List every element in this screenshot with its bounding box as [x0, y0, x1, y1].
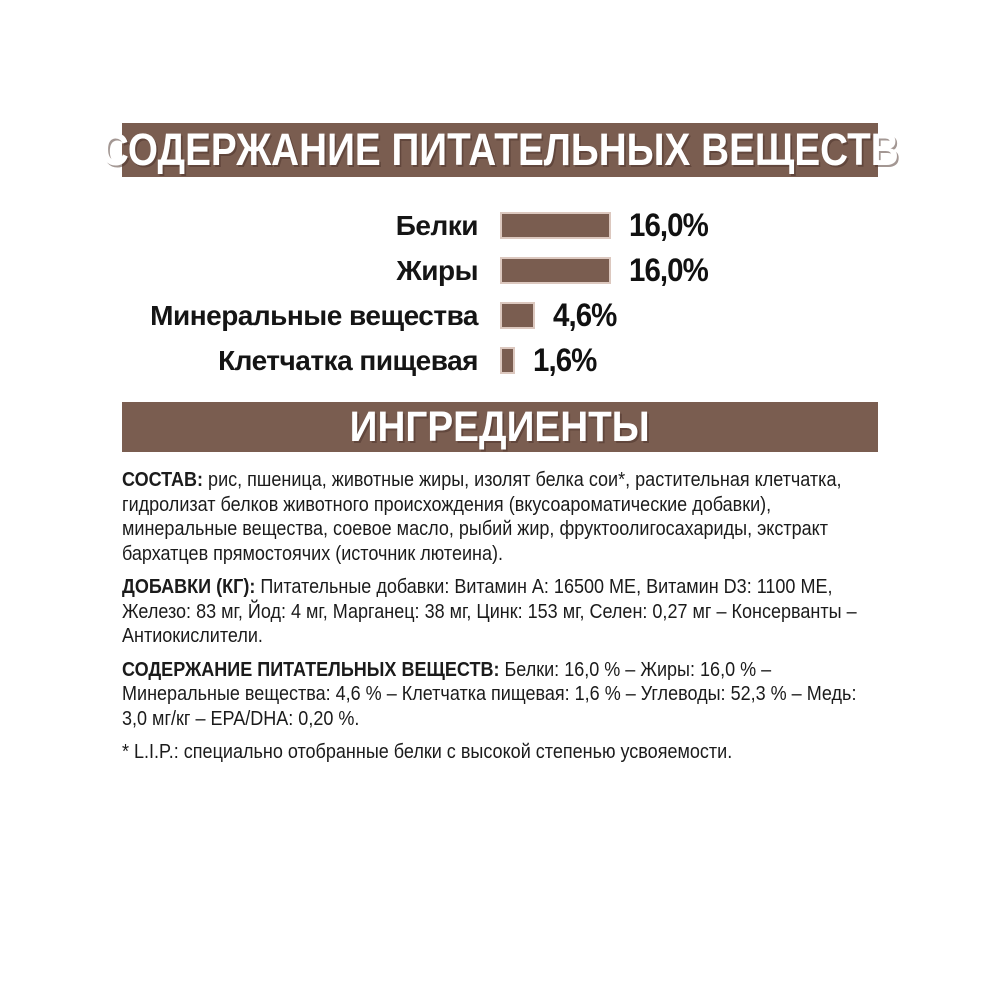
chart-row: [122, 203, 715, 248]
nutrient-summary-text: Белки: 16,0 % – Жиры: 16,0 % – Минеральные вещества: 4,6 % – Клетчатка пищевая: 1,6 % – Углеводы: 52,3 % – Медь: 3,0 мг/кг – EPA/DHA: 0,20 %.: [122, 657, 857, 730]
nutrient-summary-label: СОДЕРЖАНИЕ ПИТАТЕЛЬНЫХ ВЕЩЕСТВ:: [122, 657, 500, 681]
chart-bar: [500, 347, 515, 374]
chart-value-label: 1,6%: [533, 342, 597, 378]
ingredients-header-band: [122, 402, 878, 452]
nutrient-content-header-band: [101, 123, 899, 177]
lip-footnote-text: * L.I.P.: специально отобранные белки с высокой степенью усвояемости.: [122, 740, 733, 763]
composition-label: СОСТАВ:: [122, 468, 204, 491]
chart-bar: [500, 302, 535, 329]
composition-text: рис, пшеница, животные жиры, изолят белка сои*, растительная клетчатка, гидролизат белков животного происхождения (вкусоароматические добавки), минеральные вещества, соевое масло, рыбий жир, фруктоолигосахариды, экстракт бархатцев прямостоячих (источник лютеина).: [122, 468, 842, 565]
ingredients-body: [122, 468, 878, 774]
additives-paragraph: [122, 575, 878, 649]
nutrient-summary-paragraph: [122, 658, 878, 732]
chart-bar: [500, 257, 611, 284]
additives-text: Питательные добавки: Витамин A: 16500 МЕ, Витамин D3: 1100 МЕ, Железо: 83 мг, Йод: 4 мг, Марганец: 38 мг, Цинк: 153 мг, Селен: 0,27 мг – Консерванты – Антиокислители.: [122, 575, 857, 647]
ingredients-title: ИНГРЕДИЕНТЫ: [349, 402, 651, 451]
nutrient-bar-chart: [122, 203, 715, 383]
chart-row: [122, 248, 715, 293]
chart-row: [122, 293, 715, 338]
chart-row: [122, 338, 715, 383]
chart-category-label: Жиры: [396, 254, 478, 286]
chart-value-label: 16,0%: [629, 252, 708, 288]
chart-category-label: Белки: [395, 209, 478, 241]
chart-value-label: 16,0%: [629, 207, 708, 243]
lip-footnote-paragraph: [122, 740, 878, 765]
additives-label: ДОБАВКИ (КГ):: [122, 575, 256, 598]
chart-category-label: Клетчатка пищевая: [218, 344, 478, 376]
ingredients-text-block: [122, 468, 878, 765]
chart-category-label: Минеральные вещества: [150, 299, 478, 331]
chart-bar: [500, 212, 611, 239]
chart-value-label: 4,6%: [553, 297, 617, 333]
nutrient-content-title: СОДЕРЖАНИЕ ПИТАТЕЛЬНЫХ ВЕЩЕСТВ: [101, 124, 899, 175]
composition-paragraph: [122, 468, 878, 566]
